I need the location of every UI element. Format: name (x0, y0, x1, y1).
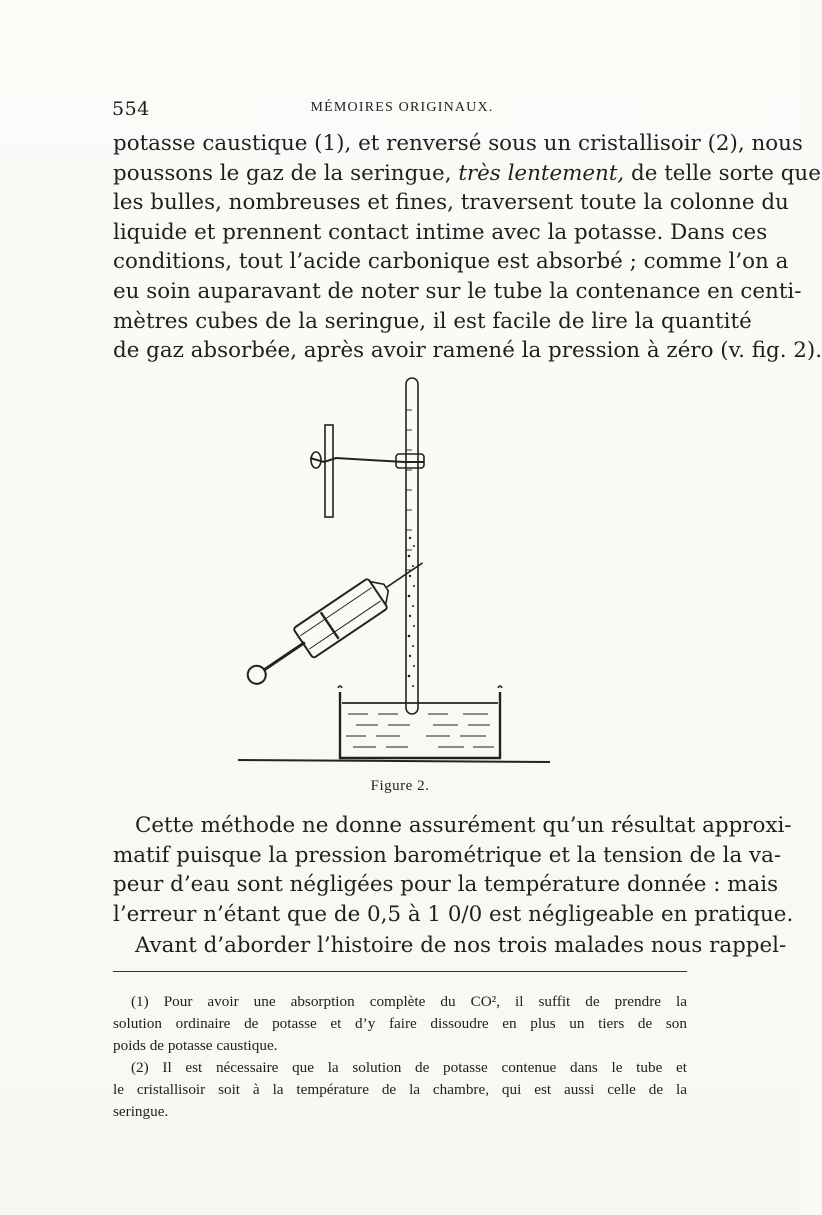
footnote-line: seringue. (113, 1103, 169, 1120)
footnote-line: poids de potasse caustique. (113, 1037, 278, 1054)
text-line (113, 159, 821, 189)
text-line: Avant d’aborder l’histoire de nos trois malades nous rappel- (135, 933, 787, 958)
emphasis-text: très lentement, (458, 160, 625, 186)
text-line: conditions, tout l’acide carbonique est absorbé ; comme l’on a (113, 249, 789, 275)
footnote-line: le cristallisoir soit à la température de la chambre, qui est aussi celle de la (113, 1081, 687, 1098)
text-line: potasse caustique (1), et renversé sous un cristallisoir (2), nous (113, 131, 803, 156)
footnote-rule (113, 971, 687, 972)
text-segment: de telle sorte que (631, 160, 821, 186)
footnotes (113, 991, 687, 1123)
text-segment: poussons le gaz de la seringue, (113, 160, 452, 186)
footnote-line: (1) Pour avoir une absorption complète du CO², il suffit de prendre la (131, 993, 687, 1010)
tube-graduations (406, 410, 412, 570)
figure-caption: Figure 2. (370, 778, 430, 794)
text-line: Cette méthode ne donne assurément qu’un résultat approxi- (135, 813, 792, 838)
text-line: l’erreur n’étant que de 0,5 à 1 0/0 est négligeable en pratique. (113, 901, 794, 927)
text-line: liquide et prennent contact intime avec la potasse. Dans ces (113, 219, 768, 245)
tube-bubbles (408, 537, 415, 687)
footnote-line: (2) Il est nécessaire que la solution de potasse contenue dans le tube et (131, 1059, 687, 1076)
bench-line (238, 760, 550, 762)
text-line: mètres cubes de la seringue, il est facile de lire la quantité (113, 308, 752, 334)
text-line: peur d’eau sont négligées pour la température donnée : mais (113, 872, 779, 898)
paragraph-1 (113, 129, 822, 366)
text-line: les bulles, nombreuses et fines, traversent toute la colonne du (113, 190, 789, 216)
footnote-line: solution ordinaire de potasse et d’y faire dissoudre en plus un tiers de son (113, 1015, 687, 1032)
text-line: eu soin auparavant de noter sur le tube la contenance en centi- (113, 278, 802, 304)
figure-2-apparatus (228, 370, 568, 775)
page-number: 554 (112, 98, 150, 120)
graduated-tube (406, 378, 418, 714)
clamp-arm (310, 458, 424, 462)
text-line: de gaz absorbée, après avoir ramené la pression à zéro (v. fig. 2). (113, 338, 822, 364)
text-line: matif puisque la pression barométrique et la tension de la va- (113, 842, 782, 868)
paragraph-2 (113, 811, 794, 929)
syringe (239, 548, 432, 695)
stand-rod (325, 425, 333, 517)
liquid-hatching (346, 714, 494, 747)
page-header (112, 98, 692, 122)
running-title: MÉMOIRES ORIGINAUX. (310, 100, 494, 115)
paragraph-3 (113, 931, 787, 961)
crystallizer-rim (338, 686, 502, 688)
